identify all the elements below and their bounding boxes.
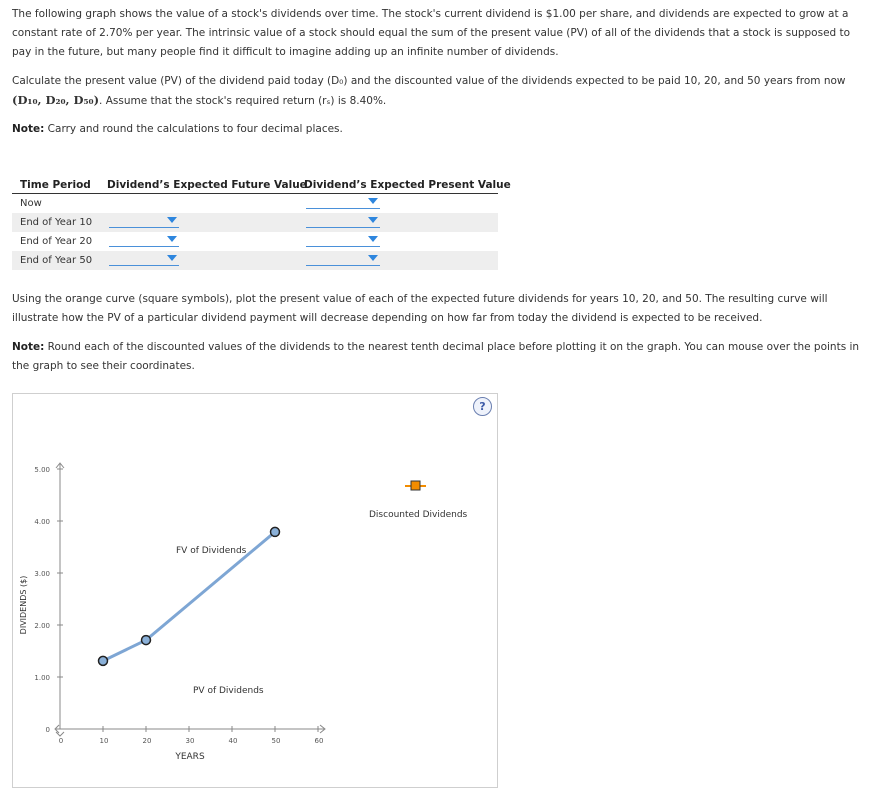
y-axis-down-arrow <box>56 732 64 736</box>
x-tick-label: 0 <box>58 737 64 745</box>
note-text: Round each of the discounted values of the dividends to the nearest tenth decimal place before plotting it on the graph. You can mouse over the points in the graph to see their coordinates. <box>12 341 860 372</box>
dividend-notation: (D₁₀, D₂₀, D₅₀) <box>12 93 100 107</box>
note-label: Note: <box>12 123 45 135</box>
row-period-label: End of Year 20 <box>20 236 93 247</box>
x-tick-label: 10 <box>99 737 109 745</box>
y-tick-label: 3.00 <box>34 570 50 578</box>
y-axis-label: DIVIDENDS ($) <box>19 575 28 635</box>
x-axis-label: YEARS <box>175 752 205 762</box>
row-period-label: End of Year 10 <box>20 217 93 228</box>
plot-instructions-text: Using the orange curve (square symbols), plot the present value of each of the expected future dividends for years 10, 20, and 50. The resulting curve will illustrate how the PV of a particular dividend payment will decrease depending on how far from today the dividend is expected to be received. <box>12 293 828 324</box>
calc-text-b: . Assume that the stock's required return (rₛ) is 8.40%. <box>99 95 387 107</box>
note-label: Note: <box>12 341 45 353</box>
legend-square-marker[interactable] <box>411 481 420 490</box>
fv-data-point[interactable] <box>99 656 108 665</box>
row-period-label: Now <box>20 198 42 209</box>
chart-legend <box>369 481 468 520</box>
y-tick-label: 1.00 <box>34 674 50 682</box>
x-tick-label: 50 <box>271 737 281 745</box>
intro-text: The following graph shows the value of a stock's dividends over time. The stock's current dividend is $1.00 per share, and dividends are expected to grow at a constant rate of 2.70% per year. The intrinsic value of a stock should equal the sum of the present value (PV) of all of the dividends that a stock is supposed to pay in the future, but many people find it difficult to imagine adding up an infinite number of dividends. <box>12 8 851 58</box>
x-tick-label: 20 <box>142 737 152 745</box>
fv-annotation: FV of Dividends <box>176 546 247 556</box>
header-future-value: Dividend’s Expected Future Value <box>107 179 307 191</box>
header-time-period: Time Period <box>20 179 91 191</box>
chart-axes <box>34 463 325 745</box>
y-tick-label: 2.00 <box>34 622 50 630</box>
y-tick-label: 0 <box>45 726 50 734</box>
fv-data-point[interactable] <box>142 636 151 645</box>
legend-label: Discounted Dividends <box>369 510 468 520</box>
pv-annotation: PV of Dividends <box>193 686 264 696</box>
calc-text-a: Calculate the present value (PV) of the dividend paid today (D₀) and the discounted value of the dividends expected to be paid 10, 20, and 50 years from now <box>12 75 846 87</box>
header-present-value: Dividend’s Expected Present Value <box>304 179 511 191</box>
x-tick-label: 30 <box>185 737 195 745</box>
fv-data-point[interactable] <box>271 527 280 536</box>
y-tick-label: 5.00 <box>34 466 50 474</box>
row-period-label: End of Year 50 <box>20 255 93 266</box>
note-text: Carry and round the calculations to four decimal places. <box>44 123 343 135</box>
x-tick-label: 60 <box>314 737 324 745</box>
help-icon[interactable]: ? <box>473 397 492 416</box>
x-tick-label: 40 <box>228 737 238 745</box>
y-tick-label: 4.00 <box>34 518 50 526</box>
